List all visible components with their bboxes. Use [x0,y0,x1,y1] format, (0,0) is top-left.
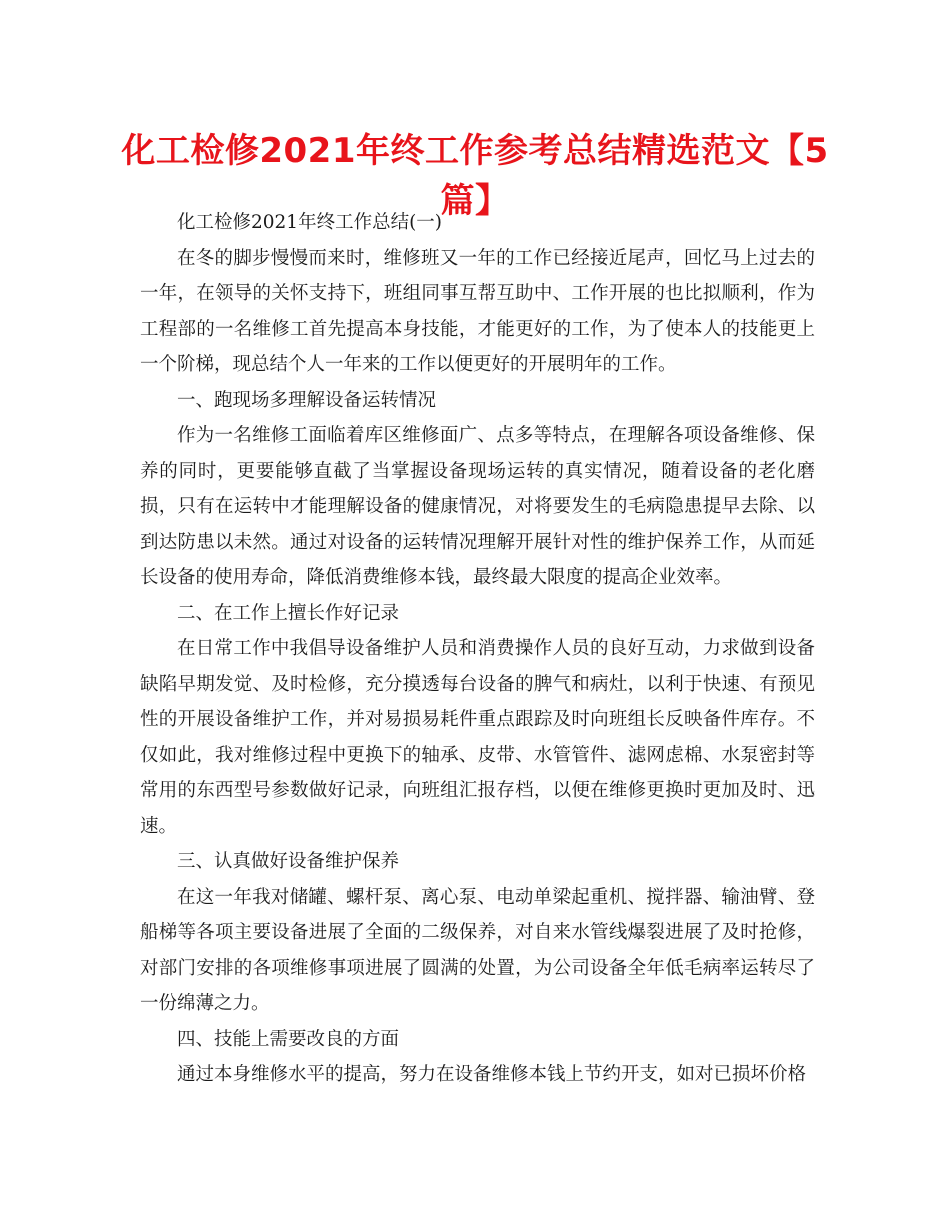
paragraph: 作为一名维修工面临着库区维修面广、点多等特点，在理解各项设备维修、保养的同时，更要能够直截了当掌握设备现场运转的真实情况，随着设备的老化磨损，只有在运转中才能理解设备的健康情况，对将要发生的毛病隐患提早去除、以到达防患以未然。通过对设备的运转情况理解开展针对性的维护保养工作，从而延长设备的使用寿命，降低消费维修本钱，最终最大限度的提高企业效率。 [140,425,815,588]
document-title: 化工检修2021年终工作参考总结精选范文【5篇】 [121,131,829,221]
document-body [140,205,815,1093]
section-heading: 四、技能上需要改良的方面 [177,1028,400,1050]
paragraph: 通过本身维修水平的提高，努力在设备维修本钱上节约开支，如对已损坏价格 [177,1064,807,1085]
paragraph: 在日常工作中我倡导设备维护人员和消费操作人员的良好互动，力求做到设备缺陷早期发觉、及时检修，充分摸透每台设备的脾气和病灶，以利于快速、有预见性的开展设备维护工作，并对易损易耗件重点跟踪及时向班组长反映备件库存。不仅如此，我对维修过程中更换下的轴承、皮带、水管管件、滤网虑棉、水泵密封等常用的东西型号参数做好记录，向班组汇报存档，以便在维修更换时更加及时、迅速。 [140,638,815,837]
section-heading: 一、跑现场多理解设备运转情况 [177,389,437,411]
section-heading: 三、认真做好设备维护保养 [177,851,400,872]
paragraph: 在冬的脚步慢慢而来时，维修班又一年的工作已经接近尾声，回忆马上过去的一年，在领导的关怀支持下，班组同事互帮互助中、工作开展的也比拟顺利，作为工程部的一名维修工首先提高本身技能，才能更好的工作，为了使本人的技能更上一个阶梯，现总结个人一年来的工作以便更好的开展明年的工作。 [140,247,815,375]
paragraph: 在这一年我对储罐、螺杆泵、离心泵、电动单梁起重机、搅拌器、输油臂、登船梯等各项主要设备进展了全面的二级保养，对自来水管线爆裂进展了及时抢修，对部门安排的各项维修事项进展了圆满的处置，为公司设备全年低毛病率运转尽了一份绵薄之力。 [140,886,815,1014]
section-heading: 化工检修2021年终工作总结(一) [177,212,443,233]
section-heading: 二、在工作上擅长作好记录 [177,602,400,624]
